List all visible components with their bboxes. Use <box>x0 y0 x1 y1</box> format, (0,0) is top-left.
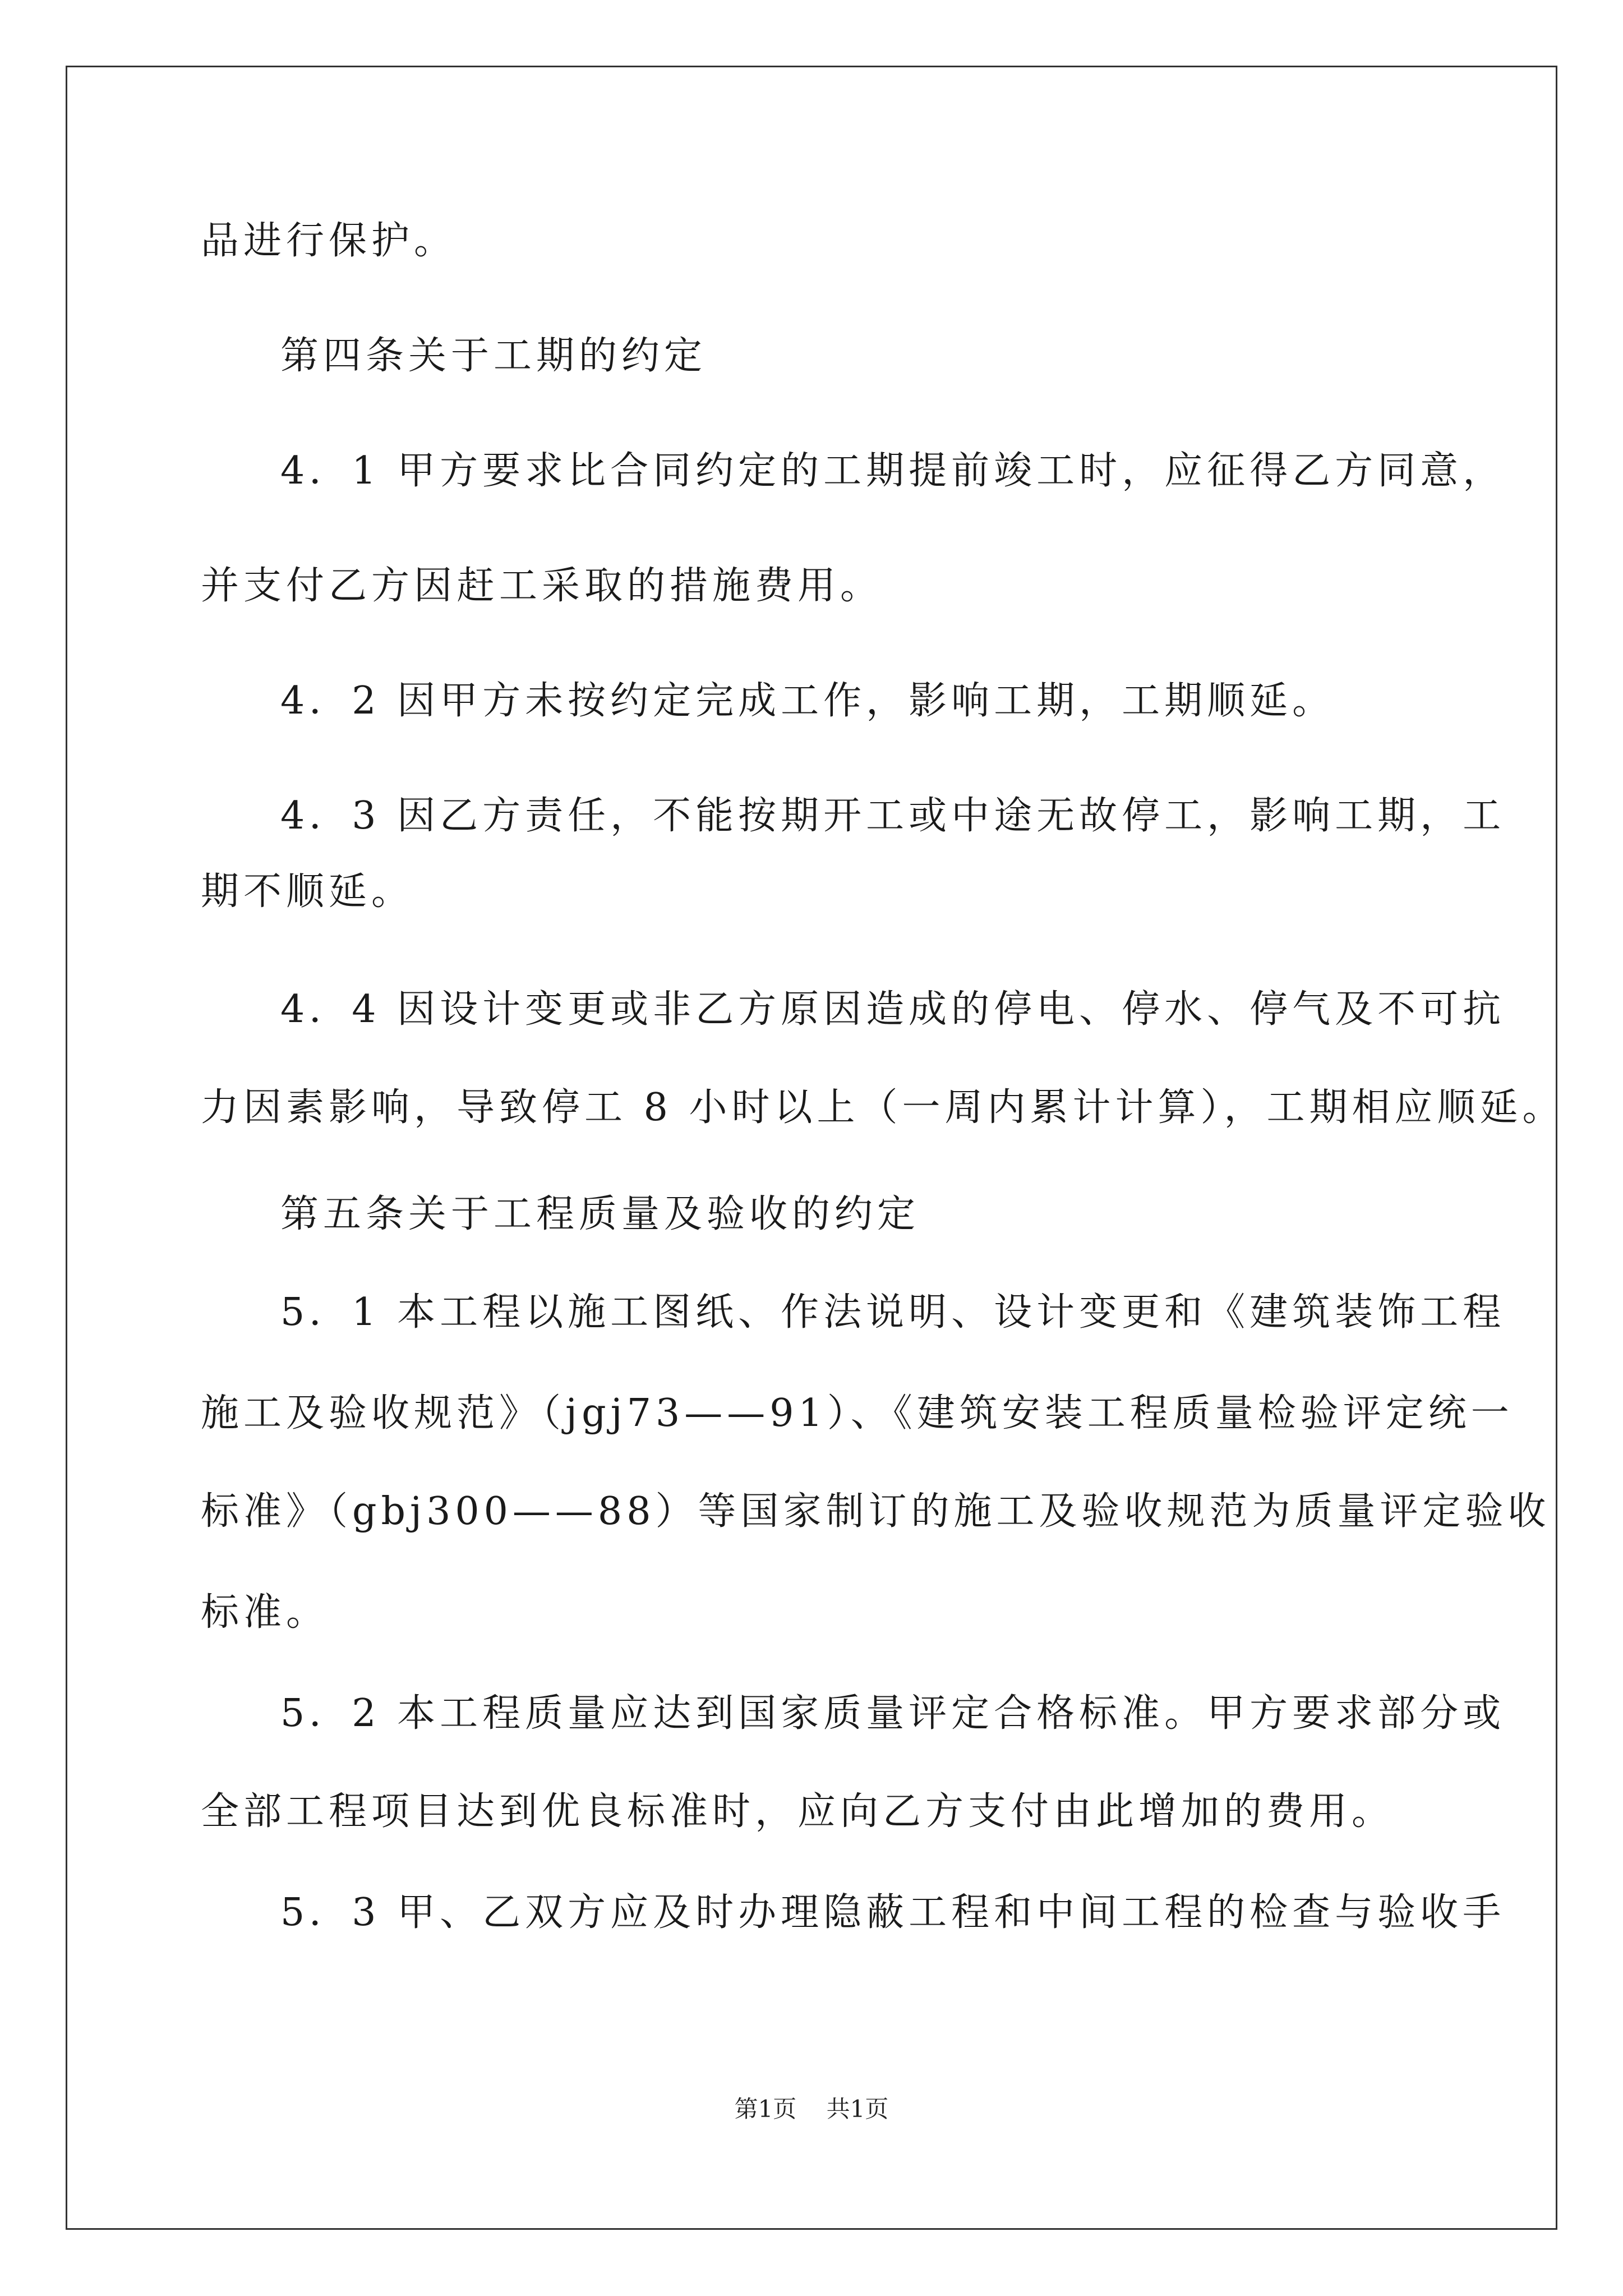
text-line: 期不顺延。 <box>201 869 414 914</box>
text-line: 品进行保护。 <box>201 219 457 263</box>
section-heading: 第四条关于工期的约定 <box>280 334 707 378</box>
page-total: 共1页 <box>826 2095 889 2123</box>
text-line: 施工及验收规范》（jgj73——91）、《建筑安装工程质量检验评定统一 <box>201 1391 1514 1435</box>
text-line: 4．3 因乙方责任，不能按期开工或中途无故停工，影响工期，工 <box>280 794 1506 838</box>
text-line: 4．1 甲方要求比合同约定的工期提前竣工时，应征得乙方同意， <box>280 449 1506 493</box>
page-number: 第1页 <box>734 2095 797 2123</box>
text-line: 4．2 因甲方未按约定完成工作，影响工期，工期顺延。 <box>280 679 1335 723</box>
text-line: 标准》（gbj300——88）等国家制订的施工及验收规范为质量评定验收 <box>201 1489 1551 1534</box>
text-line: 并支付乙方因赶工采取的措施费用。 <box>201 564 883 608</box>
text-line: 5．1 本工程以施工图纸、作法说明、设计变更和《建筑装饰工程 <box>280 1290 1506 1335</box>
text-line: 全部工程项目达到优良标准时，应向乙方支付由此增加的费用。 <box>201 1789 1395 1834</box>
text-line: 5．2 本工程质量应达到国家质量评定合格标准。甲方要求部分或 <box>280 1691 1506 1736</box>
section-heading: 第五条关于工程质量及验收的约定 <box>280 1192 920 1236</box>
text-line: 标准。 <box>201 1590 329 1635</box>
text-line: 4．4 因设计变更或非乙方原因造成的停电、停水、停气及不可抗 <box>280 987 1506 1032</box>
page-footer <box>0 2092 1623 2126</box>
text-line: 力因素影响，导致停工 8 小时以上（一周内累计计算），工期相应顺延。 <box>201 1085 1565 1130</box>
text-line: 5．3 甲、乙双方应及时办理隐蔽工程和中间工程的检查与验收手 <box>280 1890 1506 1935</box>
